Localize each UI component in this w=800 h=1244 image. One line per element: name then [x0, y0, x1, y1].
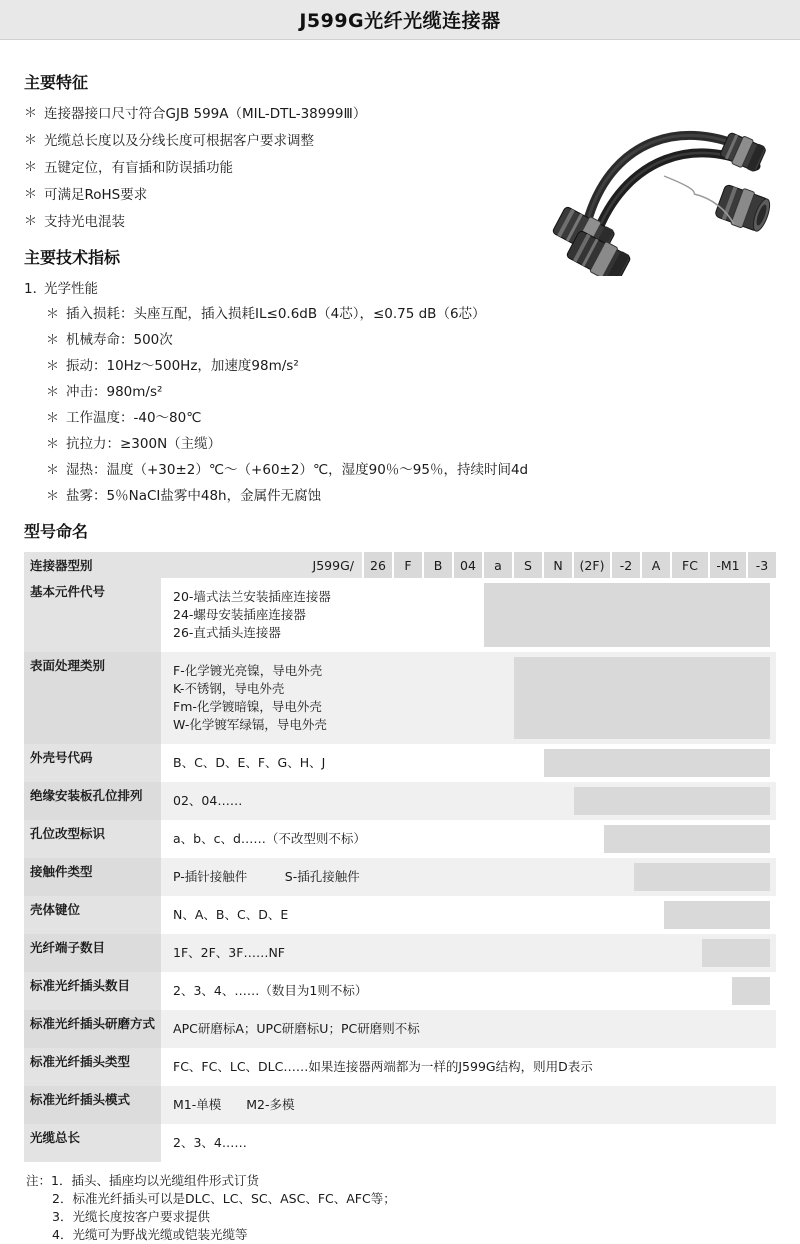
note-line: 4．光缆可为野战光缆或铠装光缆等 — [52, 1227, 248, 1242]
spec-text: 机械寿命：500次 — [66, 332, 173, 348]
spec-item — [44, 330, 776, 351]
row-label: 孔位改型标识 — [24, 820, 161, 858]
code-cell-keying: N — [542, 552, 572, 578]
code-column-shade — [514, 657, 770, 739]
code-cell-plug-count: -2 — [610, 552, 640, 578]
bullet-star-icon: ＊ — [46, 437, 60, 452]
bullet-star-icon: ＊ — [46, 463, 60, 478]
desc-text: 1F、2F、3F……NF — [173, 945, 285, 960]
spec-text: 湿热：温度（+30±2）℃～（+60±2）℃，湿度90％～95％，持续时间4d — [66, 462, 529, 478]
row-desc — [161, 972, 776, 1010]
row-label: 表面处理类别 — [24, 652, 161, 744]
note-line: 2．标准光纤插头可以是DLC、LC、SC、ASC、FC、AFC等； — [52, 1191, 396, 1206]
row-label: 标准光纤插头类型 — [24, 1048, 161, 1086]
desc-line: 24-螺母安装插座连接器 — [173, 607, 306, 622]
page-content — [0, 40, 800, 1244]
row-desc — [161, 1086, 776, 1124]
row-desc — [161, 1048, 776, 1086]
desc-line: K-不锈钢，导电外壳 — [173, 681, 285, 696]
spec-text: 振动：10Hz～500Hz，加速度98m/s² — [66, 358, 299, 374]
code-cell-fiber-count: (2F) — [572, 552, 610, 578]
code-cell-shell-size: B — [422, 552, 452, 578]
row-label: 标准光纤插头数目 — [24, 972, 161, 1010]
spec-item — [44, 408, 776, 429]
row-label: 接触件类型 — [24, 858, 161, 896]
code-cell-insert-arrangement: 04 — [452, 552, 482, 578]
desc-wrap — [167, 939, 770, 967]
spec-item — [44, 460, 776, 481]
row-desc — [161, 1124, 776, 1162]
feature-text: 光缆总长度以及分线长度可根据客户要求调整 — [44, 133, 314, 149]
specs-group-number: 1． — [24, 281, 47, 297]
desc-text: 2、3、4…… — [173, 1135, 247, 1150]
code-column-shade — [732, 977, 770, 1005]
features-heading: 主要特征 — [24, 73, 89, 92]
desc-text: B、C、D、E、F、G、H、J — [173, 755, 326, 770]
table-row — [24, 578, 776, 652]
bullet-star-icon: ＊ — [46, 359, 60, 374]
feature-text: 五键定位，有盲插和防误插功能 — [44, 160, 233, 176]
code-column-shade — [634, 863, 770, 891]
row-desc — [161, 744, 776, 782]
model-prefix: J599G/ — [156, 552, 362, 578]
spec-item — [44, 304, 776, 325]
spec-text: 插入损耗：头座互配，插入损耗IL≤0.6dB（4芯），≤0.75 dB（6芯） — [66, 306, 486, 322]
naming-heading: 型号命名 — [24, 522, 89, 541]
desc-wrap — [167, 1015, 770, 1043]
bullet-star-icon: ＊ — [46, 411, 60, 426]
code-column-shade — [574, 787, 770, 815]
row-label: 外壳号代码 — [24, 744, 161, 782]
desc-line: Fm-化学镀暗镍，导电外壳 — [173, 699, 322, 714]
table-row — [24, 1010, 776, 1048]
desc-wrap — [167, 787, 770, 815]
spec-item — [44, 382, 776, 403]
desc-wrap — [167, 825, 770, 853]
desc-text — [167, 657, 514, 739]
desc-wrap — [167, 901, 770, 929]
row-desc — [161, 858, 776, 896]
code-cell-basic-element: 26 — [362, 552, 392, 578]
bullet-star-icon: ＊ — [24, 133, 38, 148]
feature-item — [24, 184, 776, 206]
spec-text: 盐雾：5％NaCI盐雾中48h，金属件无腐蚀 — [66, 488, 322, 504]
table-row — [24, 896, 776, 934]
row-label: 绝缘安装板孔位排列 — [24, 782, 161, 820]
feature-item — [24, 157, 776, 179]
feature-item — [24, 103, 776, 125]
note-line: 注：1．插头、插座均以光缆组件形式订货 — [26, 1173, 259, 1188]
spec-text: 抗拉力：≥300N（主缆） — [66, 436, 222, 452]
row-label: 光纤端子数目 — [24, 934, 161, 972]
code-strip — [24, 552, 776, 578]
bullet-star-icon: ＊ — [46, 489, 60, 504]
notes-block — [24, 1172, 776, 1244]
table-row — [24, 934, 776, 972]
model-naming-table — [24, 552, 776, 1162]
code-column-shade — [702, 939, 770, 967]
bullet-star-icon: ＊ — [24, 106, 38, 121]
specs-group — [24, 278, 776, 507]
specs-group-label: 光学性能 — [44, 281, 98, 297]
code-column-shade — [484, 583, 770, 647]
specs-sub-list — [44, 304, 776, 507]
feature-item — [24, 130, 776, 152]
row-desc — [161, 652, 776, 744]
bullet-star-icon: ＊ — [46, 307, 60, 322]
desc-line: W-化学镀军绿镉，导电外壳 — [173, 717, 327, 732]
desc-wrap — [167, 749, 770, 777]
row-label: 光缆总长 — [24, 1124, 161, 1162]
desc-wrap — [167, 977, 770, 1005]
desc-line: F-化学镀光亮镍，导电外壳 — [173, 663, 323, 678]
row-label: 基本元件代号 — [24, 578, 161, 652]
desc-wrap — [167, 657, 770, 739]
feature-text: 支持光电混装 — [44, 214, 125, 230]
code-cell-polish: A — [640, 552, 670, 578]
table-row — [24, 1048, 776, 1086]
desc-wrap — [167, 1129, 770, 1157]
page-title: J599G光纤光缆连接器 — [299, 10, 501, 32]
bullet-star-icon: ＊ — [24, 187, 38, 202]
table-row — [24, 1124, 776, 1162]
code-column-shade — [544, 749, 770, 777]
desc-line: 26-直式插头连接器 — [173, 625, 281, 640]
table-row — [24, 972, 776, 1010]
row-desc — [161, 578, 776, 652]
row-label: 标准光纤插头模式 — [24, 1086, 161, 1124]
desc-text: a、b、c、d……（不改型则不标） — [173, 831, 366, 846]
desc-wrap — [167, 863, 770, 891]
feature-text: 可满足RoHS要求 — [44, 187, 148, 203]
code-column-shade — [604, 825, 770, 853]
row-label: 壳体键位 — [24, 896, 161, 934]
code-column-shade — [664, 901, 770, 929]
table-row-code — [24, 552, 776, 578]
spec-item — [44, 486, 776, 507]
row-desc — [161, 782, 776, 820]
desc-wrap — [167, 583, 770, 647]
table-row — [24, 820, 776, 858]
bullet-star-icon: ＊ — [24, 214, 38, 229]
desc-wrap — [167, 1053, 770, 1081]
page-header — [0, 0, 800, 40]
bullet-star-icon: ＊ — [46, 385, 60, 400]
table-row — [24, 1086, 776, 1124]
desc-text: 2、3、4、……（数目为1则不标） — [173, 983, 368, 998]
row-desc — [161, 820, 776, 858]
desc-text: M1-单模 M2-多模 — [173, 1097, 295, 1112]
desc-text: FC、FC、LC、DLC……如果连接器两端都为一样的J599G结构，则用D表示 — [173, 1059, 593, 1074]
bullet-star-icon: ＊ — [46, 333, 60, 348]
code-cell-contact-type: S — [512, 552, 542, 578]
table-row — [24, 858, 776, 896]
code-cell-plug-type: FC — [670, 552, 708, 578]
row-desc — [161, 1010, 776, 1048]
specs-heading: 主要技术指标 — [24, 248, 121, 267]
bullet-star-icon: ＊ — [24, 160, 38, 175]
note-line: 3．光缆长度按客户要求提供 — [52, 1209, 210, 1224]
desc-line: 20-墙式法兰安装插座连接器 — [173, 589, 331, 604]
row-desc — [161, 896, 776, 934]
code-cell-surface: F — [392, 552, 422, 578]
row-label: 连接器型别 — [24, 552, 156, 578]
feature-item — [24, 211, 776, 233]
spec-item — [44, 356, 776, 377]
desc-text: P-插针接触件 S-插孔接触件 — [173, 869, 360, 884]
desc-wrap — [167, 1091, 770, 1119]
code-cell-variant: a — [482, 552, 512, 578]
row-label: 标准光纤插头研磨方式 — [24, 1010, 161, 1048]
code-cell-mode: -M1 — [708, 552, 746, 578]
desc-text: 02、04…… — [173, 793, 243, 808]
table-row — [24, 744, 776, 782]
spec-item — [44, 434, 776, 455]
feature-text: 连接器接口尺寸符合GJB 599A（MIL-DTL-38999Ⅲ） — [44, 106, 367, 122]
features-list — [24, 103, 776, 233]
table-row — [24, 652, 776, 744]
spec-text: 冲击：980m/s² — [66, 384, 163, 400]
code-cell-cable-length: -3 — [746, 552, 776, 578]
desc-text: N、A、B、C、D、E — [173, 907, 289, 922]
spec-text: 工作温度：-40～80℃ — [66, 410, 202, 426]
desc-text: APC研磨标A；UPC研磨标U；PC研磨则不标 — [173, 1021, 420, 1036]
desc-text — [167, 583, 484, 647]
specs-root-list — [24, 278, 776, 507]
row-desc — [161, 934, 776, 972]
table-row — [24, 782, 776, 820]
